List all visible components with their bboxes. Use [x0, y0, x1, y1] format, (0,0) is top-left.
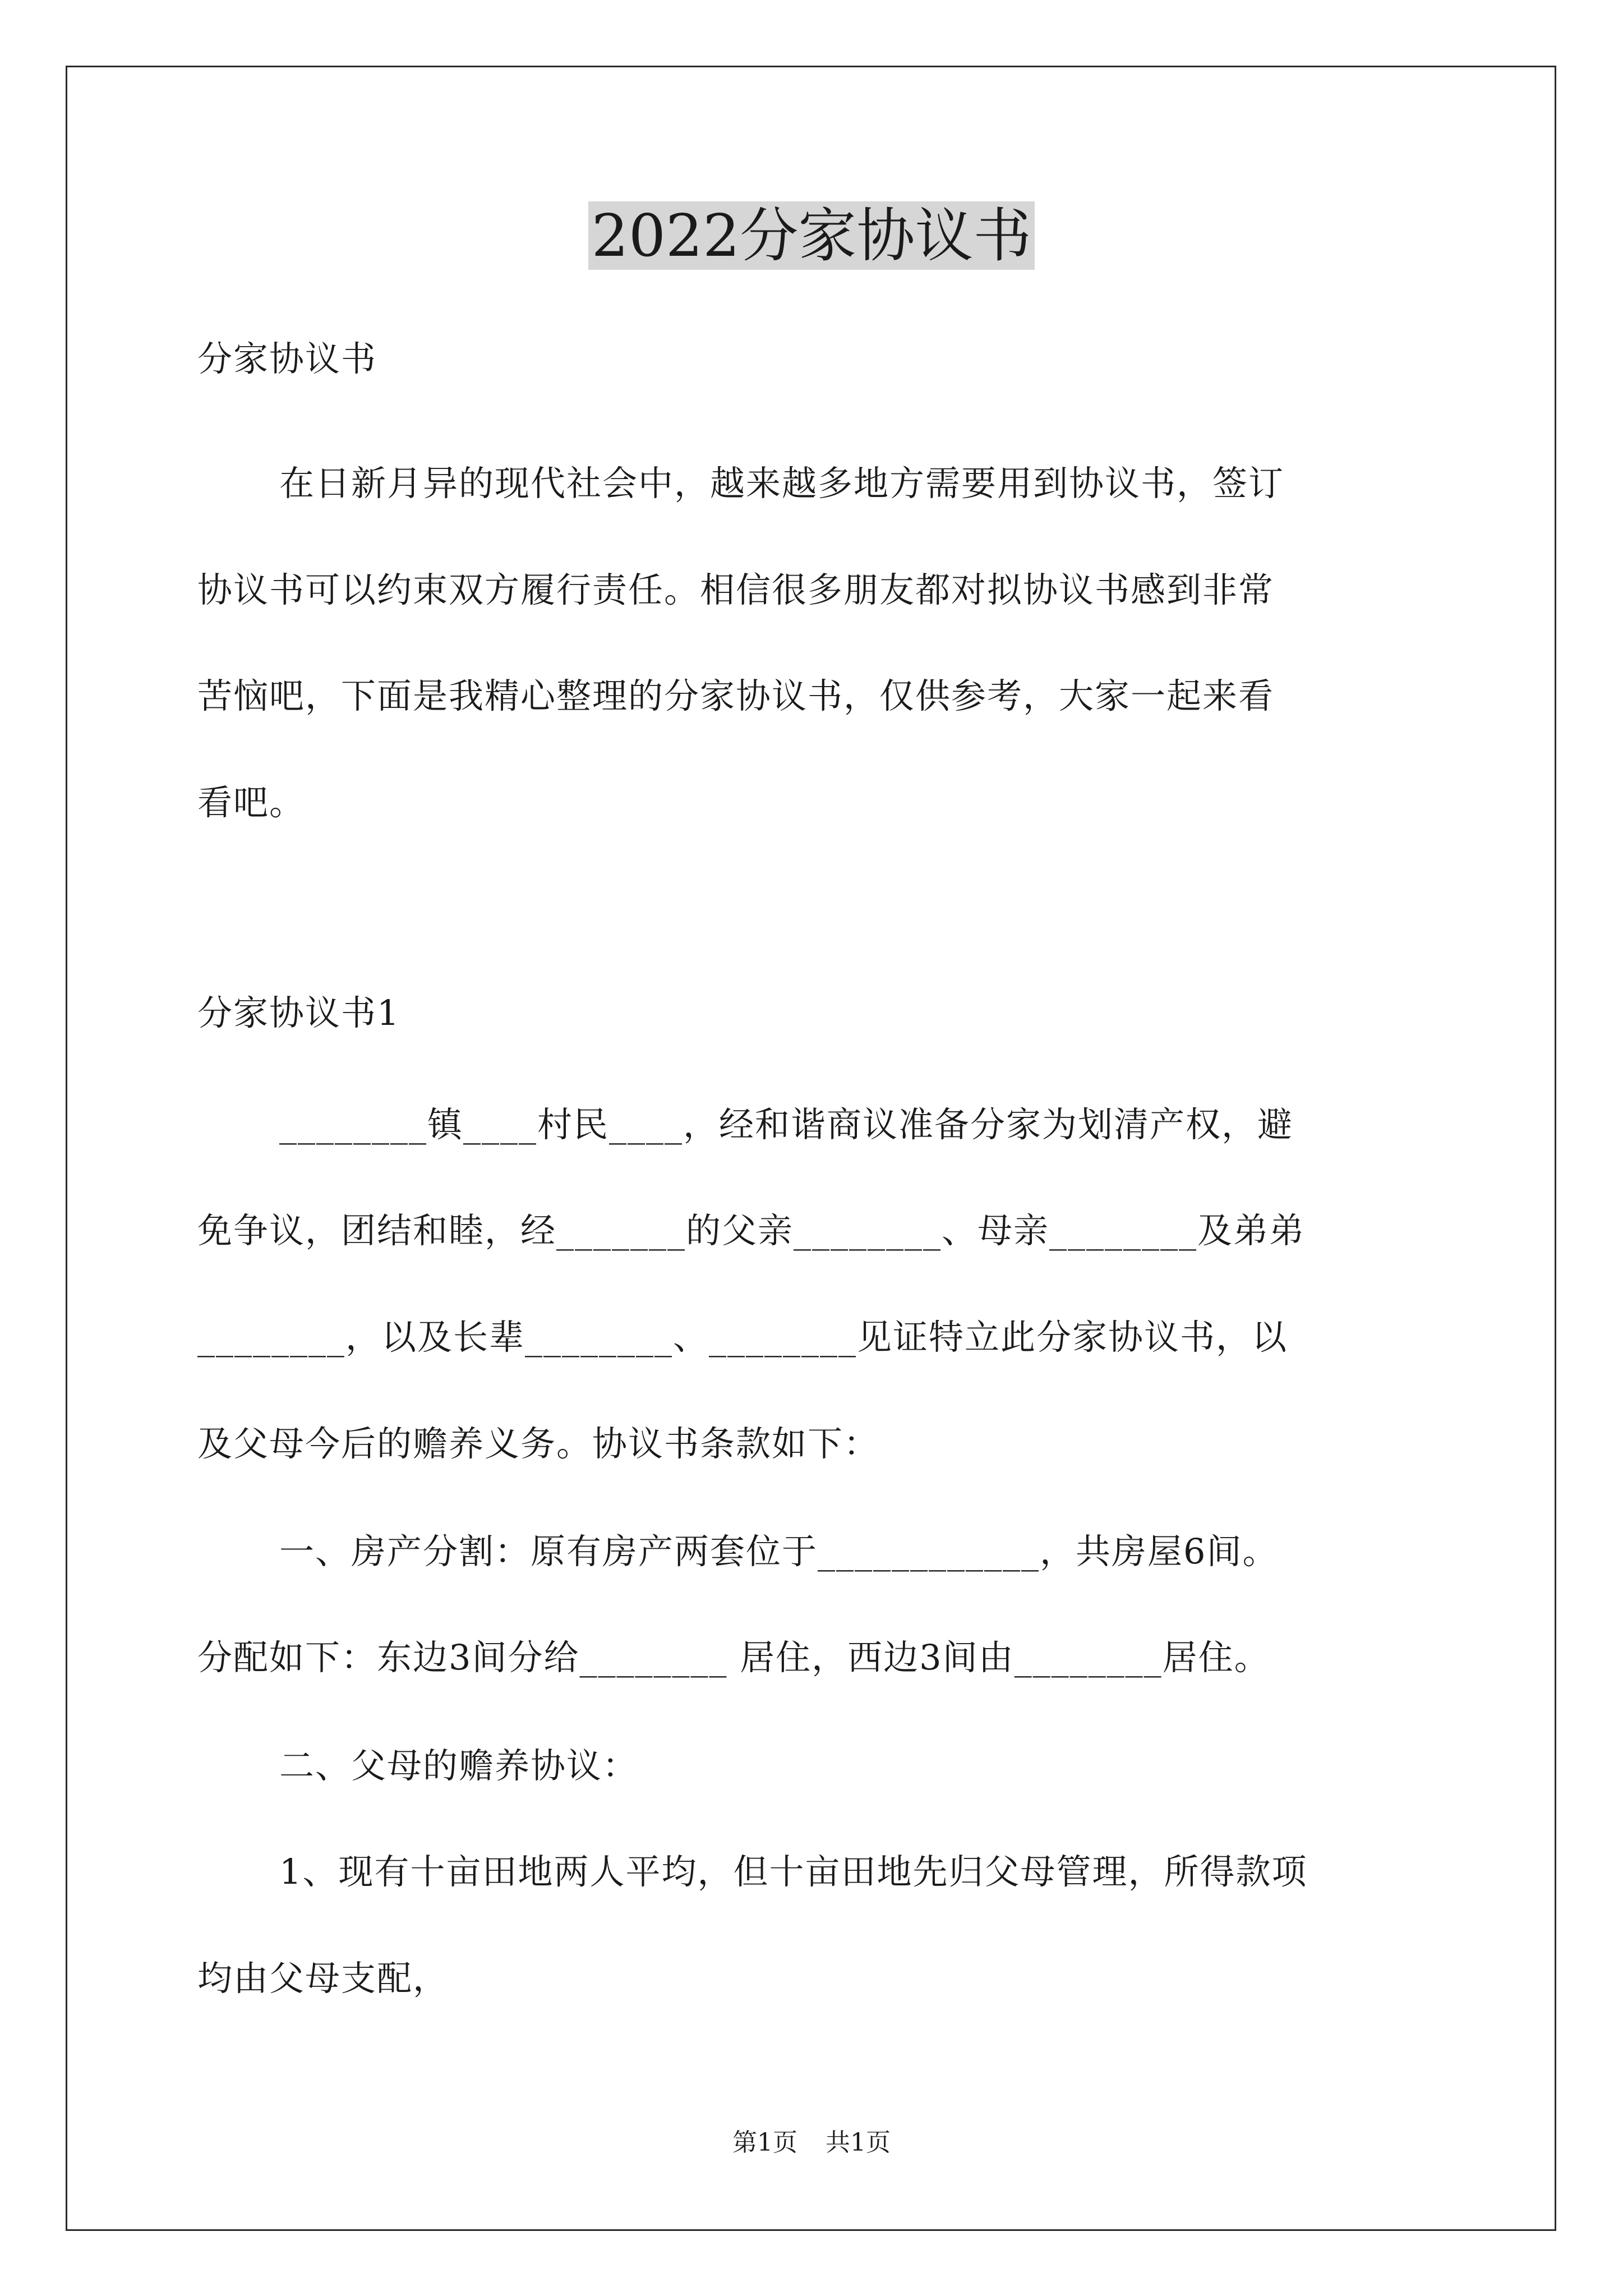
paragraph-line: ________，以及长辈________、________见证特立此分家协议书，以	[197, 1317, 1288, 1358]
paragraph-line: 均由父母支配，	[197, 1958, 449, 1999]
section-heading: 分家协议书1	[197, 992, 400, 1033]
paragraph-line: 分配如下：东边3间分给________ 居住，西边3间由________居住。	[197, 1637, 1270, 1678]
paragraph-line: 协议书可以约束双方履行责任。相信很多朋友都对拟协议书感到非常	[197, 569, 1275, 610]
paragraph-line: 分家协议书	[197, 338, 377, 379]
paragraph-line: 一、房产分割：原有房产两套位于____________，共房屋6间。	[279, 1531, 1279, 1572]
paragraph-line: 苦恼吧，下面是我精心整理的分家协议书，仅供参考，大家一起来看	[197, 675, 1275, 716]
paragraph-line: 1、现有十亩田地两人平均，但十亩田地先归父母管理，所得款项	[279, 1851, 1308, 1892]
document-title	[0, 194, 1623, 278]
paragraph-line: 在日新月异的现代社会中，越来越多地方需要用到协议书，签订	[279, 463, 1285, 504]
page-number: 第1页	[732, 2128, 797, 2157]
paragraph-line: 及父母今后的赡养义务。协议书条款如下：	[197, 1423, 880, 1464]
paragraph-line: 二、父母的赡养协议：	[279, 1745, 639, 1786]
page-footer	[0, 2126, 1623, 2160]
page-total: 共1页	[826, 2128, 891, 2157]
title-text: 2022分家协议书	[588, 201, 1035, 270]
paragraph-line: 免争议，团结和睦，经_______的父亲________、母亲________及弟弟	[197, 1210, 1306, 1251]
paragraph-line: ________镇____村民____，经和谐商议准备分家为划清产权，避	[279, 1104, 1294, 1145]
paragraph-line: 看吧。	[197, 782, 306, 823]
